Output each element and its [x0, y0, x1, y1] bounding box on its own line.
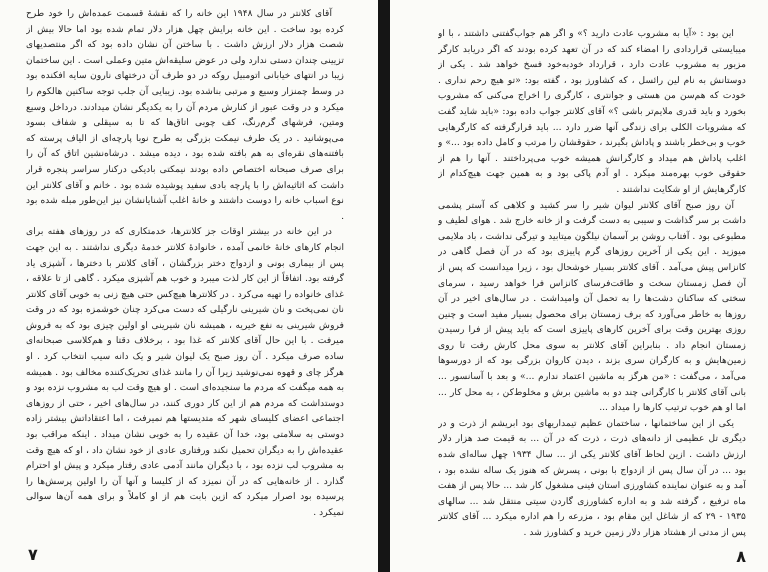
- right-paragraph-1: این بود : «آیا به مشروب عادت دارید ؟» و اگر هم جواب‌گفتنی داشتند ، با او میبایستی قراردادی را امضاء کند که در آن تعهد کرده بودند که اگر دریابد کارگر مزبور به مشروب عادت دارد ، قرارداد خودبه‌خود فسخ خواهد شد . یکی از دوستانش به نام لین رائسل ، که کشاورز بود ، گفته بود: «تو هیچ رحم نداری . خودت که هم‌سن من هستی و جوانتری ، کارگری را اخراج می‌کنی که مشروب بخورد و باید قدری ملایم‌تر باشی ؟» آقای کلانتر جواب داده بود: «باید شاید گفت که مشروبات الکلی برای زندگی آنها ضرر دارد ... باید قرارگرفته که کارگرهایی خوب و بی‌خطر باشند و پاداش بگیرند ، حقوقشان را مرتب و کامل داده بود ...» و اغلب پاداش هم میداد و کارگرانش همیشه خوب می‌پرداختند . آنها را هم از حقوقی خوب بهره‌مند میکرد . او آدم پاکی بود و به همین جهت هیچ‌کدام از کارگرهایش از او شکایت نداشتند .: [438, 28, 746, 195]
- left-page-text: [26, 6, 344, 542]
- left-page: [0, 0, 378, 572]
- book-gutter: [378, 0, 390, 572]
- left-page-number: ۷: [28, 545, 38, 564]
- right-paragraph-2: آن روز صبح آقای کلانتر لیوان شیر را سر کشید و کلاهی که آستر پشمی داشت بر سر گذاشت و سیبی به دست گرفت و از خانه خارج شد . هوای لطیف و مطبوعی بود . آفتاب روشن بر آسمان نیلگون میتابید و تیرگی نداشت ، باد ملایمی میوزید . این یکی از آخرین روزهای گرم پاییزی بود که در آن فصل گاهی در کانزاس پیش می‌آمد . آقای کلانتر بسیار خوشحال بود ، زیرا میدانست که پس از آن فصل زمستان سخت و طاقت‌فرسای کانزاس فرا خواهد رسید ، سرمای سختی که ساکنان دشت‌ها را به تحمل آن وامیداشت . در سال‌های اخیر در آن روزها به خاطر می‌آورد که برف زمستان برای محصول بسیار مفید است و چنین روزی بهترین وقت برای آخرین کارهای پاییزی است که باید پیش از فرا رسیدن زمستان انجام داد . بنابراین آقای کلانتر به سوی محل کارش رفت تا روی زمین‌هایش و به کارگران سری بزند ، دیدن کاروان بزرگی بود که از دورسوها می‌آمد ، می‌گفت : «من هرگز به ماشین اعتماد ندارم ...» و بعد با آسانسور ... بانی آقای کلانتر با کارگرانی چند دو به ماشین برش و مخلوط‌کن ، به محل کار ... اما او هم خوب ترتیب کارها را میداد ...: [438, 199, 746, 414]
- left-paragraph-1: آقای کلانتر در سال ۱۹۴۸ این خانه را که نقشهٔ قسمت عمده‌اش را خود طرح کرده بود ساخت . این خانه برایش چهل هزار دلار تمام شده بود اما حالا بیش از شصت هزار دلار ارزش داشت . با ساختن آن نشان داده بود که اگر منتصدیهای تزیینی چندان دستی ندارد ولی در عوض سلیقه‌اش متین وعملی است . این ساختمان زیبا در انتهای خیابانی اتومبیل روکه در دو طرف آن درختهای نارون سایه افکنده بود در وسط چمنزار وسیع و مرتبی بناشده بود. زیبایی آن جلب توجه ساکنین هالکوم را میکرد و در وقت عبور از کنارش مردم آن را به یکدیگر نشان میدادند. درداخل وسیع ومتین، فرشهای گرم‌رنگ، کف چوبی اتاق‌ها که تا به سیقلی و شفاف بسود می‌پوشانید . در یک طرف نیمکت بزرگی به طرح نوبا پارچه‌ای از الیاف پرسته که بافتنه‌های نقره‌ای به هم بافته شده بود ، دیده میشد . درشاه‌نشین اتاق که آن را برای صرف صبحانه اختصاص داده بودند نیمکتی بادیکی درکنار سراسر پنجره قرار داشت که اثاثیه‌اش را با پارچه بادی سفید پوشیده شده بود . خانم و آقای کلانتر این نوع اسباب خانه را دوست داشتند و خانهٔ اغلب آشنایانشان نیز این‌طور مبله شده بود .: [26, 8, 344, 222]
- right-paragraph-3: یکی از این ساختمانها ، ساختمان عظیم تیمداریهای بود ابریشم از ذرت و در دیگری تل عظیمی از دانه‌های ذرت ، ذرت که در آن ... به قیمت صد هزار دلار ارزش داشت . ازین لحاظ آقای کلانتر یکی از ... سال ۱۹۳۴ چهل ساله‌ای شده بود ... در آن سال پس از ازدواج با بونی ، پسرش که هنوز یک ساله نشده بود ، آمد و به عنوان نماینده کشاورزی استان فینی مشغول کار شد ... حالا پس از هفت ماه ترفیع ، گرفته شد و به اداره کشاورزی گاردن سیتی منتقل شد ... سالهای ۱۹۳۵ - ۲۹ که از شاغل این مقام بود ، مزرعه را هم اداره میکرد ... آقای کلانتر پس از مدتی از هشتاد هزار دلار زمین خرید و کشاورز شد .: [438, 417, 746, 538]
- right-page-number: ۸: [736, 547, 746, 566]
- right-page: [390, 0, 768, 572]
- left-paragraph-2: در این خانه در بیشتر اوقات جز کلانترها، خدمتکاری که در روزهای هفته برای انجام کارهای خانهٔ خانمی آمده ، خانوادهٔ کلانتر خدمهٔ دیگری نداشتند . به این جهت پس از بیماری بونی و ازدواج دختر بزرگشان ، آقای کلانتر با دخترها ، آشپزی یاد گرفته بود. اتفاقاً از این کار لذت میبرد و خوب هم آشپزی میکرد . گاهی از تا علاقه ، غذای خانواده را تهیه می‌کرد . در کلانترها هیچ‌کس حتی هیچ زنی به خوبی آقای کلانتر نان نمی‌پخت و نان شیرینی نارگیلی که دست می‌کرد چنان خوشمزه بود که در وقت فروش شیرینی به نفع خیریه ، همیشه نان شیرینی او اولین چیزی بود که به فروش میرفت . با این حال آقای کلانتر که غذا بود ، برخلاف دقتا و هم‌کلاسی صبحانه‌ای ساده صرف میکرد . آن روز صبح یک لیوان شیر و یک دانه سیب انتخاب کرد . او هرگز چای و قهوه نمی‌نوشید زیرا آن را مانند غذای تحریک‌کننده مخالف بود . همیشه به همه میگفت که مردم ما سنجیده‌ای است . او هیچ وقت لب به مشروب نزده بود و دوستداشت که مردم هم از این کار دوری کنند، در سال‌های اخیر ، حتی از روزهای اجتماعی اعضای کلیسای شهر که متدیستها هم نمیرفت ، اما اعتقاداتش بیشتر زاده دوستی به سلامتی بود، خدا آن عقیده را به خوبی نشان میداد . اینکه مراقب بود عقیده‌اش را به دیگران تحمیل نکند ورفتاری عادی از خود نشان داد ، او که هیچ وقت به مشروب لب نزده بود ، با دیگران مانند آدمی عادی رفتار میکرد و پیش او احترام گذارد . از خانه‌هایی که در آن نمیزد که از کلیسا و آنها آن را اولین پرسش‌ها را پرسیده بود اصرار میکرد که ازین بابت هم از او کاملاً و برای همه آن‌ها سوالی نمیکرد .: [26, 226, 344, 518]
- right-page-text: [438, 26, 746, 542]
